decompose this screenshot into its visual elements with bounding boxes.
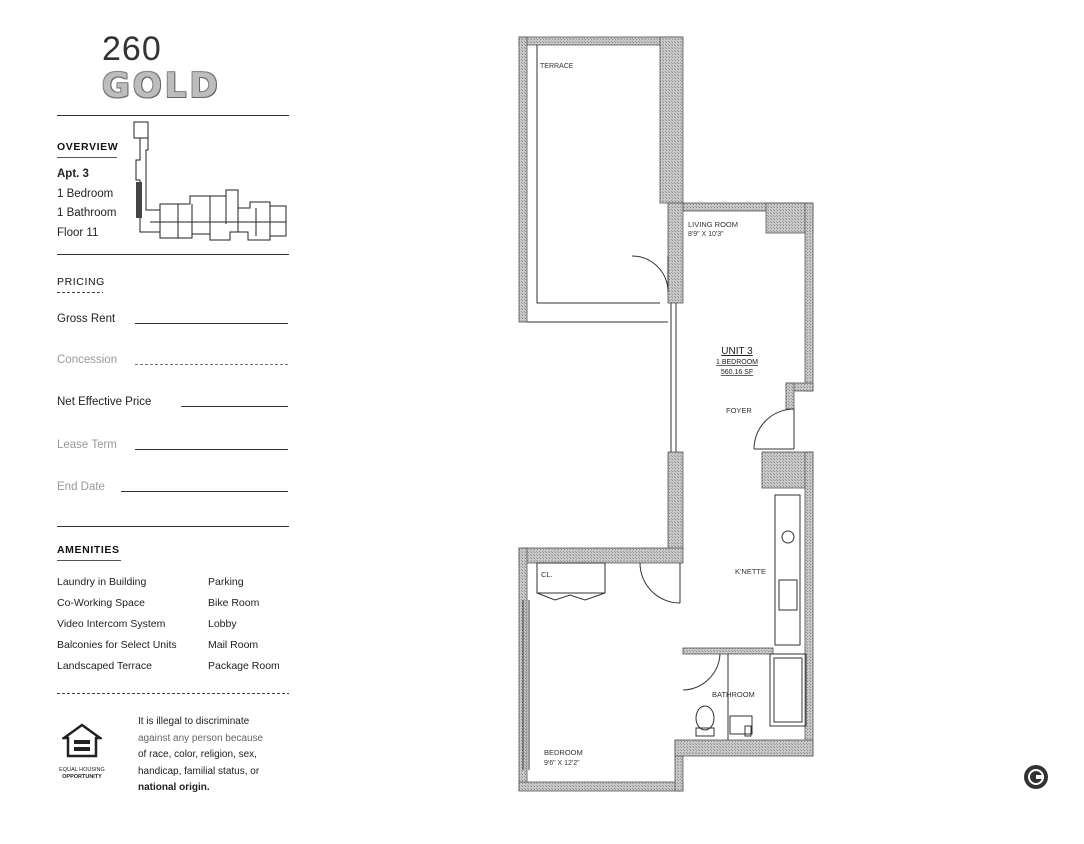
amenity-item: Mail Room	[208, 639, 259, 651]
legal-line: of race, color, religion, sex,	[138, 749, 257, 760]
amenity-item: Balconies for Select Units	[57, 639, 177, 651]
foyer-label: FOYER	[726, 406, 752, 415]
amenity-item: Package Room	[208, 660, 280, 672]
legal-line: national origin.	[138, 782, 210, 793]
amenity-item: Bike Room	[208, 597, 260, 609]
bedroom-dims: 9'6" X 12'2"	[544, 760, 580, 767]
bedroom-count: 1 Bedroom	[57, 188, 114, 200]
unit-area: 560.16 SF	[720, 369, 754, 376]
brand-seal-icon	[1022, 763, 1050, 791]
price-label-gross-rent: Gross Rent	[57, 313, 116, 325]
eho-line: EQUAL HOUSING	[59, 767, 105, 773]
amenity-item: Parking	[208, 576, 244, 588]
terrace-label: TERRACE	[540, 63, 574, 70]
closet-label: CL.	[541, 570, 553, 579]
price-label-end-date: End Date	[57, 481, 105, 493]
apartment-number: Apt. 3	[57, 168, 89, 180]
price-label-concession: Concession	[57, 354, 118, 366]
eho-line: OPPORTUNITY	[62, 774, 102, 780]
kitchenette-label: K'NETTE	[735, 567, 767, 576]
amenity-item: Laundry in Building	[57, 576, 147, 588]
living-room-dims: 8'9" X 10'3"	[688, 231, 724, 238]
amenities-heading: AMENITIES	[57, 544, 120, 556]
price-label-lease-term: Lease Term	[57, 439, 117, 451]
brand-wordmark: GOLD	[102, 66, 221, 106]
unit-type: 1 BEDROOM	[715, 359, 759, 366]
bedroom-label: BEDROOM	[544, 748, 583, 757]
overview-heading: OVERVIEW	[57, 141, 119, 153]
legal-line: handicap, familial status, or	[138, 765, 260, 777]
legal-line: It is illegal to discriminate	[138, 716, 250, 727]
amenity-item: Landscaped Terrace	[57, 660, 152, 672]
legal-line: against any person because	[138, 732, 264, 744]
living-room-label: LIVING ROOM	[688, 220, 739, 229]
amenity-item: Lobby	[208, 618, 237, 630]
bathroom-label: BATHROOM	[712, 690, 755, 699]
price-label-net-effective: Net Effective Price	[57, 396, 152, 408]
brand-number: 260	[102, 30, 162, 68]
unit-title: UNIT 3	[721, 346, 753, 357]
amenity-item: Video Intercom System	[57, 618, 166, 630]
amenity-item: Co-Working Space	[57, 597, 145, 609]
bathroom-count: 1 Bathroom	[57, 207, 117, 219]
pricing-heading: PRICING	[57, 276, 105, 288]
floor-number: Floor 11	[57, 227, 99, 239]
